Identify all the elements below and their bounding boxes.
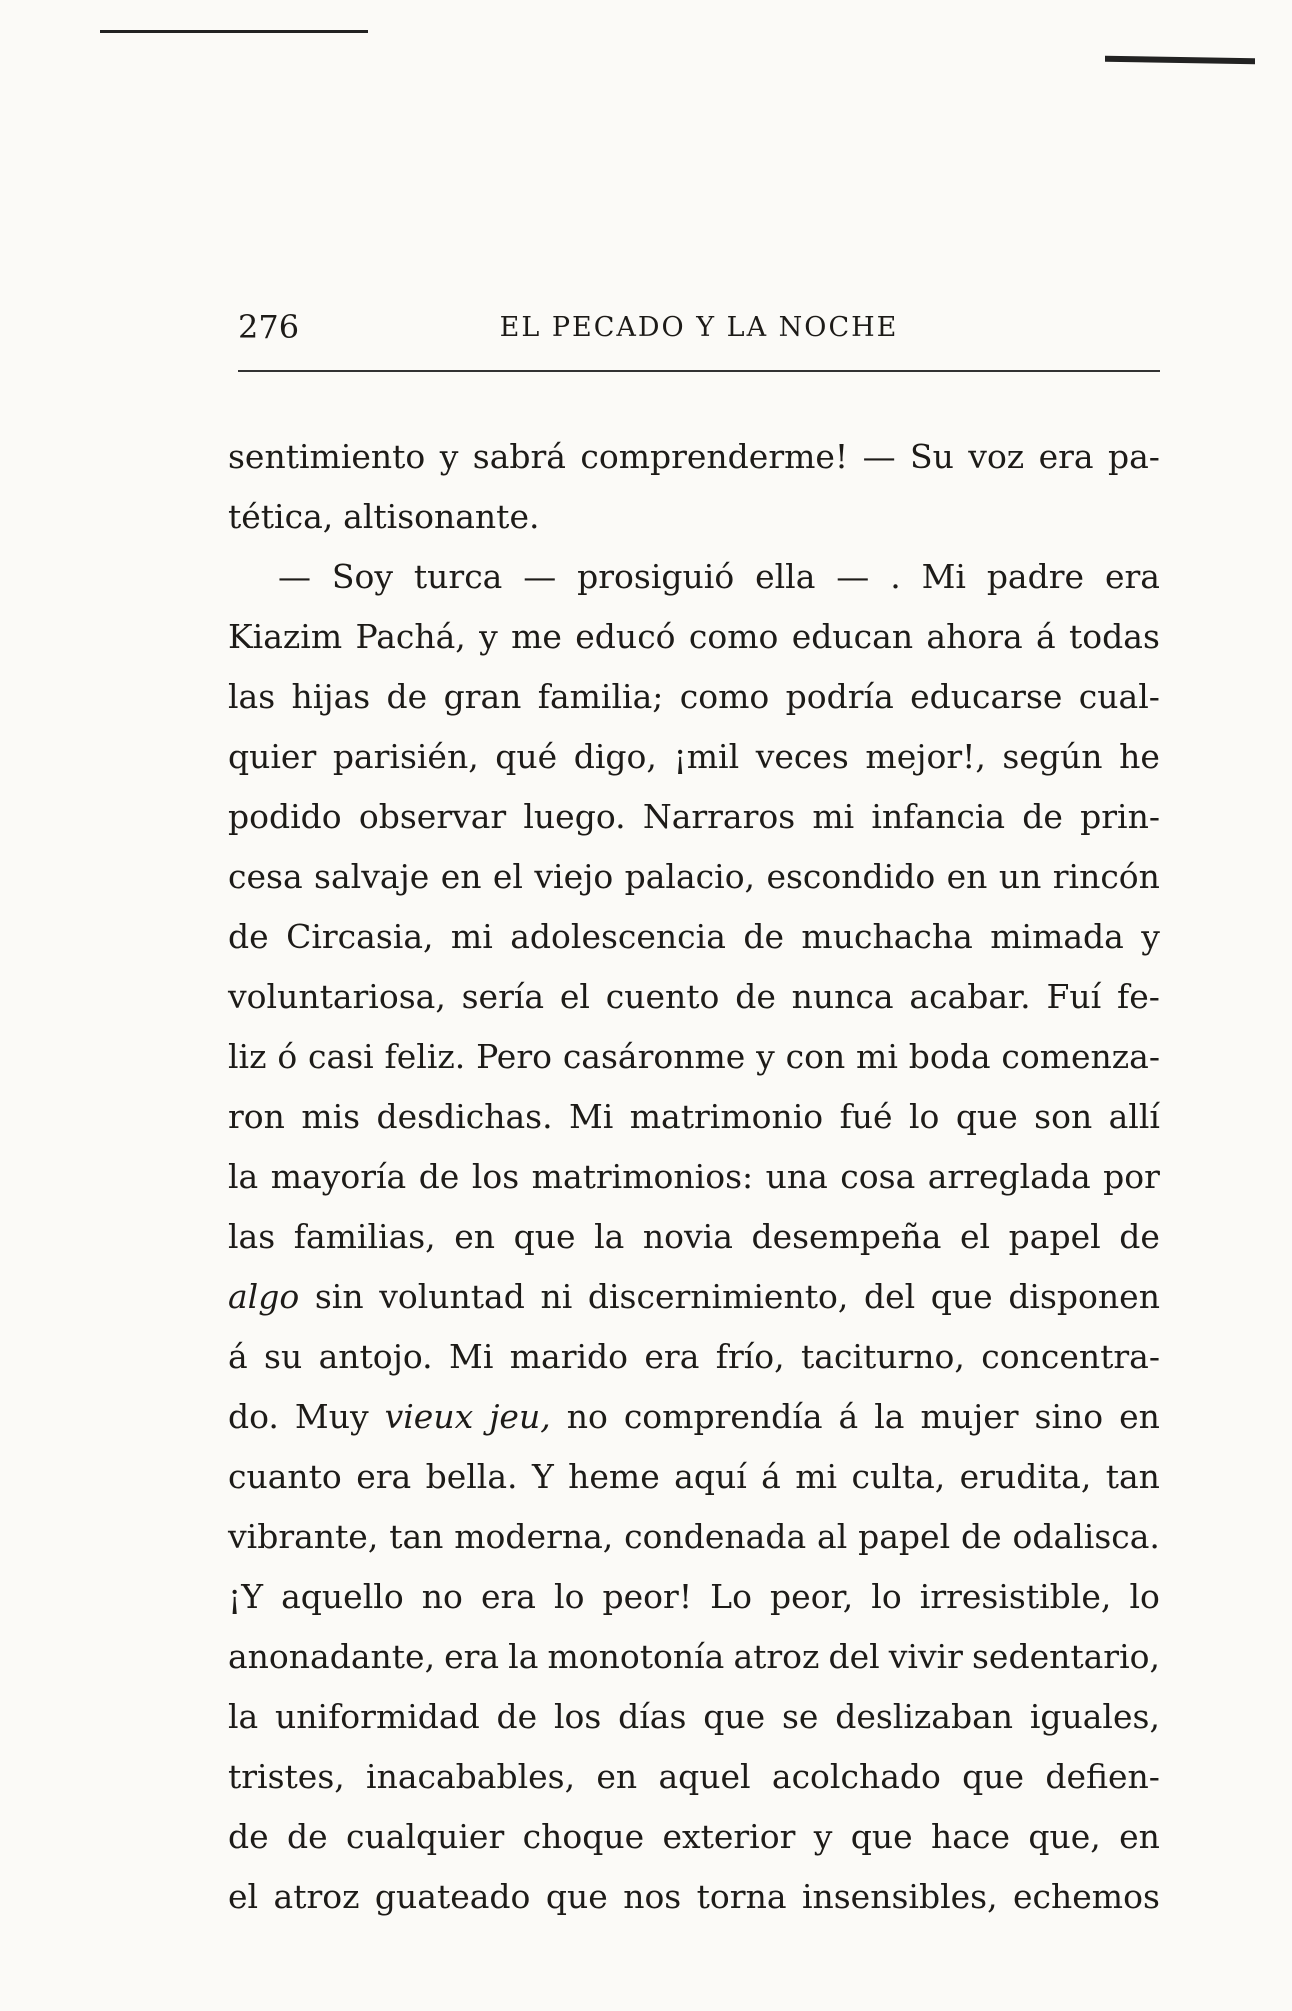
word: los xyxy=(471,1157,520,1196)
word: atroz xyxy=(273,1877,360,1916)
word: acolchado xyxy=(771,1757,941,1796)
word: voz xyxy=(968,437,1025,476)
word: aquí xyxy=(674,1457,747,1496)
word: echemos xyxy=(1013,1877,1160,1916)
text-line xyxy=(228,907,1160,967)
word: en xyxy=(440,857,482,896)
word: quier xyxy=(228,737,317,776)
word: papel xyxy=(858,1517,951,1556)
word: cuanto xyxy=(228,1457,342,1496)
word: palacio, xyxy=(624,857,756,896)
word: sería xyxy=(461,977,545,1016)
word: peor! xyxy=(602,1577,693,1616)
word: al xyxy=(817,1517,848,1556)
word: sin xyxy=(314,1277,364,1316)
word: inacabables, xyxy=(366,1757,576,1796)
text-line xyxy=(228,1207,1160,1267)
word: boda xyxy=(908,1037,991,1076)
word: nunca xyxy=(791,977,894,1016)
word: familia; xyxy=(537,677,664,716)
word: bella. xyxy=(425,1457,518,1496)
word: — xyxy=(862,437,896,476)
word: desdichas. xyxy=(376,1097,553,1136)
word: las xyxy=(228,677,276,716)
word: comprendía xyxy=(623,1397,823,1436)
italic-word: jeu, xyxy=(489,1397,551,1436)
text-line xyxy=(228,1507,1160,1567)
word: culta, xyxy=(851,1457,946,1496)
word: disponen xyxy=(1008,1277,1160,1316)
word: días xyxy=(618,1697,687,1736)
word: sentimiento xyxy=(228,437,426,476)
word: gran xyxy=(443,677,522,716)
scan-rule-top-left xyxy=(100,30,368,33)
word: tética, xyxy=(228,497,334,536)
word: Kiazim xyxy=(228,617,343,656)
word: de xyxy=(1022,797,1063,836)
text-line xyxy=(228,487,1160,547)
word: cesa xyxy=(228,857,303,896)
word: irresistible, xyxy=(919,1577,1112,1616)
word: atroz xyxy=(733,1637,820,1676)
word: podría xyxy=(785,677,894,716)
word: aquel xyxy=(658,1757,751,1796)
word: escondido xyxy=(766,857,936,896)
text-line xyxy=(228,667,1160,727)
word: mayoría xyxy=(270,1157,407,1196)
word: turca xyxy=(413,557,503,596)
word: Pachá, xyxy=(355,617,466,656)
word: familias, xyxy=(293,1217,436,1256)
word: mi xyxy=(795,1457,838,1496)
word: mi xyxy=(450,917,493,956)
word: la xyxy=(228,1697,259,1736)
word: un xyxy=(998,857,1042,896)
text-line xyxy=(228,847,1160,907)
word: tan xyxy=(389,1517,444,1556)
text-line xyxy=(228,1387,1160,1447)
word: según xyxy=(1002,737,1103,776)
word: — xyxy=(836,557,870,596)
word: y xyxy=(479,617,498,656)
word: pa- xyxy=(1108,437,1160,476)
word: una xyxy=(765,1157,828,1196)
word: Circasia, xyxy=(286,917,434,956)
word: son xyxy=(1034,1097,1093,1136)
word: comenza- xyxy=(1001,1037,1160,1076)
word: do. xyxy=(228,1397,279,1436)
word: la xyxy=(594,1217,625,1256)
word: Mi xyxy=(921,557,966,596)
word: educan xyxy=(791,617,914,656)
word: voluntad xyxy=(379,1277,525,1316)
word: como xyxy=(679,677,770,716)
word: ron xyxy=(228,1097,285,1136)
word: Su xyxy=(910,437,954,476)
word: monotonía xyxy=(547,1637,725,1676)
word: ni xyxy=(540,1277,573,1316)
text-line xyxy=(228,1807,1160,1867)
word: defien- xyxy=(1045,1757,1160,1796)
text-line xyxy=(228,607,1160,667)
word: lo xyxy=(908,1097,940,1136)
word: concentra- xyxy=(981,1337,1160,1376)
word: he xyxy=(1119,737,1160,776)
text-line xyxy=(228,727,1160,787)
word: á xyxy=(1036,617,1056,656)
word: como xyxy=(688,617,779,656)
word: uniformidad xyxy=(275,1697,480,1736)
word: por xyxy=(1103,1157,1160,1196)
word: sabrá xyxy=(472,437,566,476)
word: condenada xyxy=(624,1517,807,1556)
text-line xyxy=(228,1327,1160,1387)
word: voluntariosa, xyxy=(228,977,446,1016)
word: educarse xyxy=(910,677,1063,716)
word: Y xyxy=(531,1457,554,1496)
word: padre xyxy=(986,557,1085,596)
word: que xyxy=(703,1697,766,1736)
text-line xyxy=(228,1027,1160,1087)
word: Mi xyxy=(569,1097,614,1136)
text-line xyxy=(228,1567,1160,1627)
word: á xyxy=(838,1397,859,1436)
word: era xyxy=(1038,437,1094,476)
word: infancia xyxy=(871,797,1006,836)
text-line xyxy=(228,1687,1160,1747)
word: los xyxy=(553,1697,602,1736)
word: y xyxy=(1141,917,1160,956)
word: de xyxy=(287,1817,328,1856)
text-line xyxy=(228,1447,1160,1507)
word: odalisca. xyxy=(1012,1517,1160,1556)
word: mujer xyxy=(920,1397,1019,1436)
word: en xyxy=(1119,1817,1160,1856)
word: no xyxy=(421,1577,463,1616)
word: á xyxy=(761,1457,781,1496)
word: de xyxy=(496,1697,538,1736)
word: de xyxy=(418,1157,460,1196)
word: de xyxy=(1119,1217,1160,1256)
word: mejor!, xyxy=(865,737,986,776)
word: la xyxy=(228,1157,259,1196)
word: Muy xyxy=(294,1397,369,1436)
word: ¡Y xyxy=(228,1577,264,1616)
word: que xyxy=(962,1757,1025,1796)
word: la xyxy=(874,1397,905,1436)
word: cual- xyxy=(1078,677,1160,716)
word: era xyxy=(480,1577,536,1616)
word: observar xyxy=(358,797,507,836)
word: mi xyxy=(856,1037,898,1076)
text-line xyxy=(228,787,1160,847)
word: aquello xyxy=(281,1577,404,1616)
word: prosiguió xyxy=(577,557,735,596)
word: comprenderme! xyxy=(580,437,849,476)
word: matrimonio xyxy=(629,1097,824,1136)
word: sino xyxy=(1034,1397,1104,1436)
word: su xyxy=(264,1337,303,1376)
word: que xyxy=(955,1097,1018,1136)
body-text xyxy=(228,427,1160,1927)
word: sedentario, xyxy=(971,1637,1160,1676)
word: mis xyxy=(301,1097,361,1136)
text-line xyxy=(228,1147,1160,1207)
word: Pero xyxy=(476,1037,552,1076)
word: y xyxy=(439,437,459,476)
word: en xyxy=(596,1757,638,1796)
word: lo xyxy=(1129,1577,1160,1616)
word: educó xyxy=(575,617,676,656)
word: cuento xyxy=(605,977,720,1016)
word: taciturno, xyxy=(801,1337,965,1376)
word: altisonante. xyxy=(343,497,540,536)
scan-rule-top-right xyxy=(1105,56,1255,65)
word: rincón xyxy=(1052,857,1160,896)
word: con xyxy=(785,1037,846,1076)
word: anonadante, xyxy=(228,1637,436,1676)
italic-word: algo xyxy=(228,1277,300,1316)
word: insensibles, xyxy=(801,1877,998,1916)
word: marido xyxy=(509,1337,629,1376)
word: de xyxy=(743,917,784,956)
word: podido xyxy=(228,797,342,836)
word: acabar. xyxy=(909,977,1031,1016)
word: liz xyxy=(228,1037,267,1076)
page-number: 276 xyxy=(238,308,300,346)
text-line xyxy=(228,1867,1160,1927)
text-line xyxy=(228,427,1160,487)
word: lo xyxy=(554,1577,585,1616)
word: el xyxy=(228,1877,259,1916)
word: que xyxy=(850,1817,913,1856)
word: digo, xyxy=(573,737,657,776)
word: exterior xyxy=(662,1817,796,1856)
text-line xyxy=(228,1747,1160,1807)
running-head xyxy=(238,308,1160,352)
word: frío, xyxy=(715,1337,785,1376)
word: de xyxy=(386,677,428,716)
word: que, xyxy=(1028,1817,1101,1856)
word: tan xyxy=(1105,1457,1160,1496)
word: — xyxy=(523,557,557,596)
word: . xyxy=(890,557,901,596)
word: luego. xyxy=(523,797,626,836)
word: el xyxy=(559,977,590,1016)
word: heme xyxy=(568,1457,660,1496)
word: erudita, xyxy=(959,1457,1092,1496)
text-line xyxy=(228,547,1160,607)
word: del xyxy=(863,1277,916,1316)
word: Fuí xyxy=(1046,977,1102,1016)
word: y xyxy=(756,1037,775,1076)
word: arreglada xyxy=(927,1157,1091,1196)
word: veces xyxy=(755,737,849,776)
text-line xyxy=(228,967,1160,1027)
word: en xyxy=(454,1217,496,1256)
word: iguales, xyxy=(1029,1697,1160,1736)
word: mimada xyxy=(990,917,1124,956)
word: de xyxy=(735,977,776,1016)
word: Narraros xyxy=(642,797,796,836)
word: me xyxy=(511,617,562,656)
word: desempeña xyxy=(751,1217,942,1256)
word: cualquier xyxy=(346,1817,505,1856)
word: á xyxy=(228,1337,248,1376)
word: ¡mil xyxy=(673,737,740,776)
word: se xyxy=(781,1697,819,1736)
word: cosa xyxy=(840,1157,916,1196)
word: viejo xyxy=(534,857,614,896)
word: en xyxy=(946,857,988,896)
word: peor, xyxy=(770,1577,854,1616)
word: discernimiento, xyxy=(587,1277,849,1316)
word: de xyxy=(961,1517,1002,1556)
word: el xyxy=(960,1217,991,1256)
word: de xyxy=(228,917,269,956)
word: ó xyxy=(277,1037,298,1076)
word: deslizaban xyxy=(835,1697,1014,1736)
word: vivir xyxy=(888,1637,963,1676)
word: casáronme xyxy=(562,1037,746,1076)
word: la xyxy=(508,1637,539,1676)
word: — xyxy=(278,557,311,596)
word: el xyxy=(492,857,523,896)
word: Lo xyxy=(710,1577,752,1616)
word: tristes, xyxy=(228,1757,345,1796)
word: era xyxy=(444,1637,500,1676)
text-line xyxy=(228,1627,1160,1687)
book-title: EL PECADO Y LA NOCHE xyxy=(499,312,899,343)
word: novia xyxy=(642,1217,733,1256)
word: todas xyxy=(1069,617,1160,656)
word: adolescencia xyxy=(510,917,726,956)
word: antojo. xyxy=(318,1337,433,1376)
word: las xyxy=(228,1217,276,1256)
word: que xyxy=(545,1877,608,1916)
text-line xyxy=(228,1267,1160,1327)
italic-word: vieux xyxy=(384,1397,474,1436)
word: qué xyxy=(495,737,558,776)
word: fe- xyxy=(1116,977,1160,1016)
word: era xyxy=(356,1457,412,1496)
word: hijas xyxy=(291,677,371,716)
word: papel xyxy=(1008,1217,1101,1256)
word: que xyxy=(930,1277,993,1316)
word: mi xyxy=(812,797,855,836)
header-rule xyxy=(238,370,1160,372)
word: Mi xyxy=(449,1337,494,1376)
word: lo xyxy=(871,1577,902,1616)
word: en xyxy=(1119,1397,1160,1436)
word: prin- xyxy=(1080,797,1160,836)
word: fué xyxy=(839,1097,893,1136)
word: guateado xyxy=(374,1877,531,1916)
word: nos xyxy=(623,1877,682,1916)
word: choque xyxy=(522,1817,645,1856)
word: parisién, xyxy=(332,737,479,776)
word: que xyxy=(513,1217,576,1256)
word: matrimonios: xyxy=(531,1157,754,1196)
word: casi xyxy=(308,1037,374,1076)
word: ahora xyxy=(926,617,1023,656)
word: era xyxy=(1104,557,1160,596)
word: ella xyxy=(755,557,816,596)
word: muchacha xyxy=(801,917,973,956)
word: era xyxy=(644,1337,700,1376)
word: de xyxy=(228,1817,269,1856)
word: y xyxy=(813,1817,833,1856)
word: no xyxy=(566,1397,608,1436)
word: salvaje xyxy=(314,857,430,896)
word: allí xyxy=(1108,1097,1160,1136)
word: feliz. xyxy=(384,1037,466,1076)
word: del xyxy=(828,1637,880,1676)
word: Soy xyxy=(331,557,394,596)
word: hace xyxy=(931,1817,1010,1856)
word: moderna, xyxy=(454,1517,614,1556)
word: vibrante, xyxy=(228,1517,379,1556)
word: torna xyxy=(696,1877,787,1916)
text-line xyxy=(228,1087,1160,1147)
